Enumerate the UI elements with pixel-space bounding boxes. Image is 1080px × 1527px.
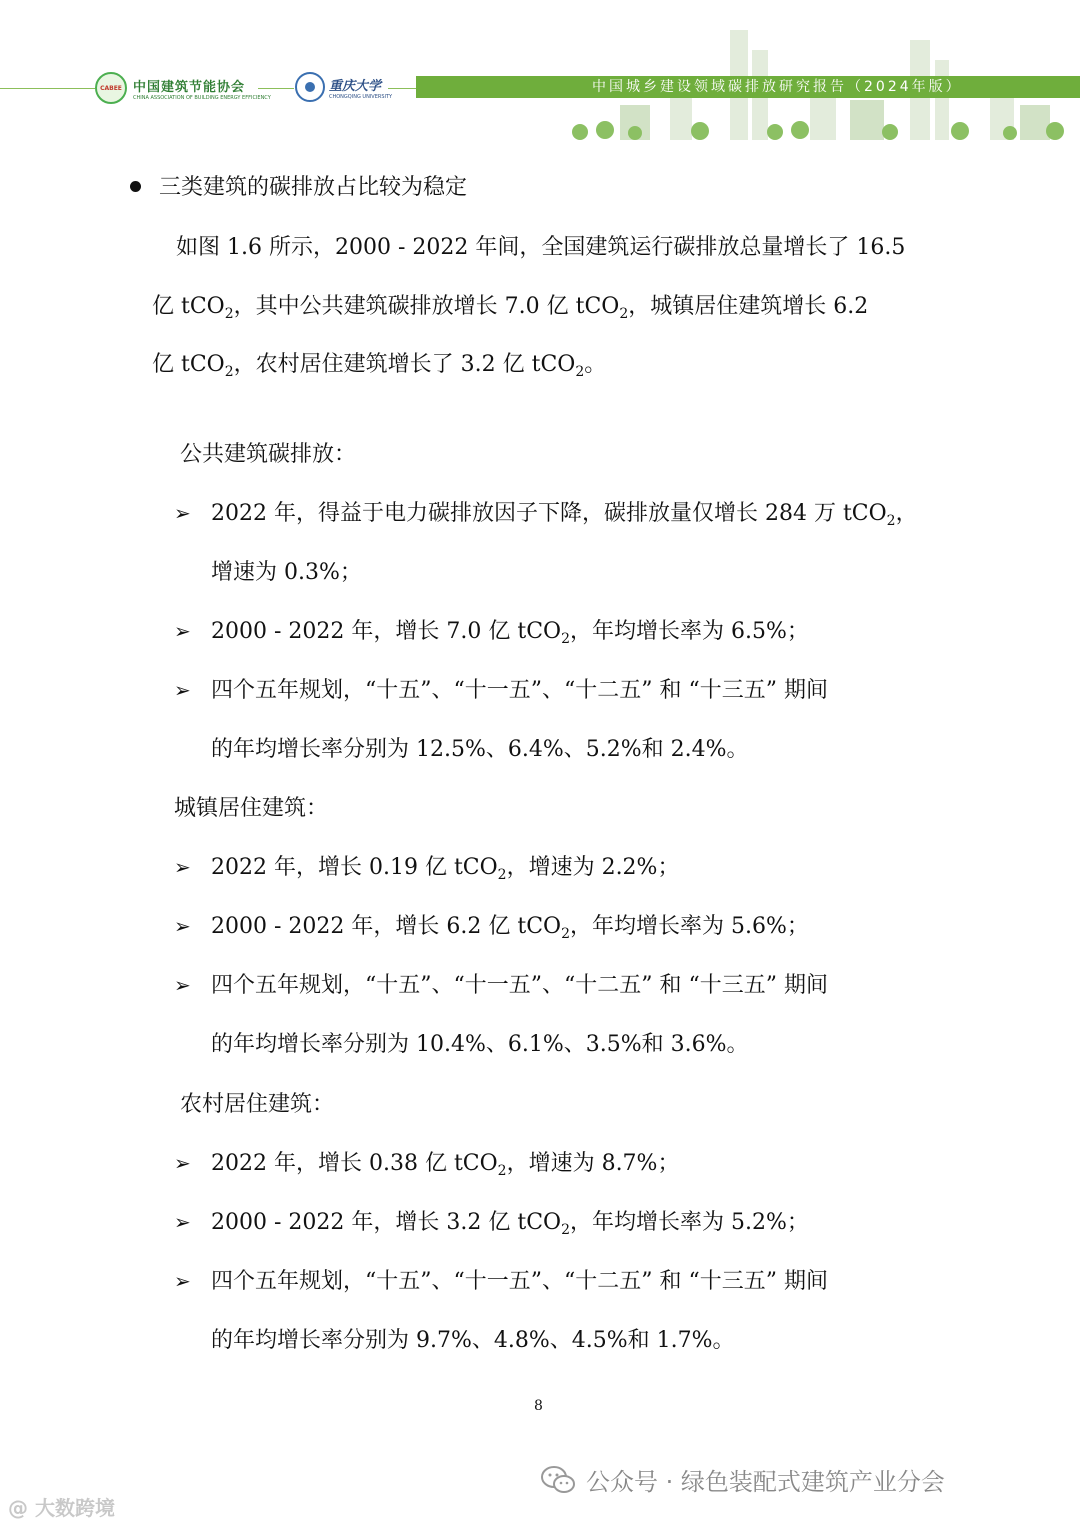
rural-residential-title: 农村居住建筑： xyxy=(180,1092,335,1117)
wechat-icon xyxy=(540,1465,576,1495)
cabee-emblem-icon: CABEE xyxy=(95,72,127,104)
intro-line-1: 如图 1.6 所示，2000 - 2022 年间，全国建筑运行碳排放总量增长了 16.5 xyxy=(176,235,906,260)
public-item-3: ➢ 四个五年规划，“十五”、“十一五”、“十二五” 和 “十三五” 期间 xyxy=(174,678,828,703)
urban-item-2: ➢ 2000 - 2022 年，增长 6.2 亿 tCO$_2$，年均增长率为 5.6%； xyxy=(174,914,809,942)
urban-item-3-cont: 的年均增长率分别为 10.4%、6.1%、3.5%和 3.6%。 xyxy=(211,1032,749,1057)
public-item-1-cont: 增速为 0.3%； xyxy=(211,560,362,585)
arrow-bullet-icon: ➢ xyxy=(174,1210,191,1234)
cqu-logo xyxy=(295,72,392,102)
urban-item-3: ➢ 四个五年规划，“十五”、“十一五”、“十二五” 和 “十三五” 期间 xyxy=(174,973,828,998)
urban-item-1: ➢ 2022 年，增长 0.19 亿 tCO$_2$，增速为 2.2%； xyxy=(174,855,680,883)
arrow-bullet-icon: ➢ xyxy=(174,914,191,938)
corner-watermark: @ 大数跨境 xyxy=(8,1496,115,1520)
section-heading: 三类建筑的碳排放占比较为稳定 xyxy=(130,170,467,201)
rural-item-3-cont: 的年均增长率分别为 9.7%、4.8%、4.5%和 1.7%。 xyxy=(211,1328,735,1353)
rural-item-2: ➢ 2000 - 2022 年，增长 3.2 亿 tCO$_2$，年均增长率为 5.2%； xyxy=(174,1210,809,1238)
page-number: 8 xyxy=(534,1398,543,1414)
public-item-1: ➢ 2022 年，得益于电力碳排放因子下降，碳排放量仅增长 284 万 tCO$_2$， xyxy=(174,501,918,529)
intro-line-2: 亿 tCO$_2$，其中公共建筑碳排放增长 7.0 亿 tCO$_2$，城镇居住建筑增长 6.2 xyxy=(152,294,869,322)
cqu-name-en: CHONGQING UNIVERSITY xyxy=(329,93,393,100)
header-rule-left xyxy=(0,88,95,89)
rural-item-1: ➢ 2022 年，增长 0.38 亿 tCO$_2$，增速为 8.7%； xyxy=(174,1151,680,1179)
arrow-bullet-icon: ➢ xyxy=(174,1151,191,1175)
public-buildings-title: 公共建筑碳排放： xyxy=(180,442,357,467)
cqu-emblem-icon xyxy=(295,72,325,102)
urban-residential-title: 城镇居住建筑： xyxy=(174,796,329,821)
rural-item-3: ➢ 四个五年规划，“十五”、“十一五”、“十二五” 和 “十三五” 期间 xyxy=(174,1269,828,1294)
page-header xyxy=(0,0,1080,150)
public-item-2: ➢ 2000 - 2022 年，增长 7.0 亿 tCO$_2$，年均增长率为 6.5%； xyxy=(174,619,809,647)
header-rule-right xyxy=(388,88,416,89)
intro-line-3: 亿 tCO$_2$，农村居住建筑增长了 3.2 亿 tCO$_2$。 xyxy=(152,352,607,380)
cqu-name: 重庆大学 xyxy=(329,78,382,94)
bullet-dot-icon xyxy=(130,181,141,192)
public-item-3-cont: 的年均增长率分别为 12.5%、6.4%、5.2%和 2.4%。 xyxy=(211,737,749,762)
arrow-bullet-icon: ➢ xyxy=(174,619,191,643)
arrow-bullet-icon: ➢ xyxy=(174,973,191,997)
arrow-bullet-icon: ➢ xyxy=(174,1269,191,1293)
report-title: 中国城乡建设领域碳排放研究报告（2024年版） xyxy=(592,79,963,95)
arrow-bullet-icon: ➢ xyxy=(174,678,191,702)
cabee-logo xyxy=(95,72,271,104)
cabee-name: 中国建筑节能协会 xyxy=(133,79,246,95)
cabee-name-en: CHINA ASSOCIATION OF BUILDING ENERGY EFFICIENCY xyxy=(133,94,271,101)
arrow-bullet-icon: ➢ xyxy=(174,855,191,879)
arrow-bullet-icon: ➢ xyxy=(174,501,191,525)
wechat-watermark: 公众号 · 绿色装配式建筑产业分会 xyxy=(540,1462,945,1497)
